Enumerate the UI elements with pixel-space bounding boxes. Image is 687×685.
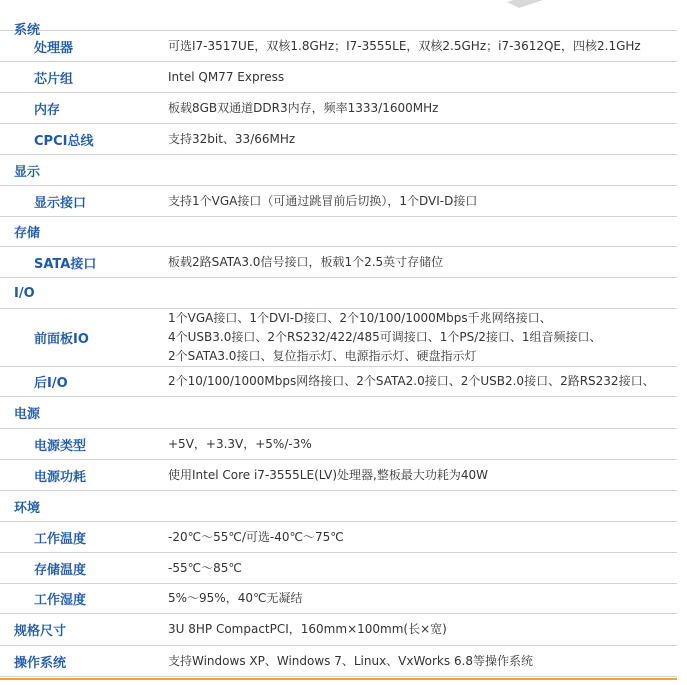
spec-value-line: 可选I7-3517UE，双核1.8GHz；I7-3555LE，双核2.5GHz；i7-3612QE，四核2.1GHz (168, 38, 641, 53)
spec-value-line: +5V，+3.3V，+5%/-3% (168, 436, 312, 451)
spec-value (168, 62, 677, 92)
spec-value-line: 3U 8HP CompactPCI，160mm×100mm(长×宽) (168, 622, 447, 636)
spec-value (168, 553, 677, 583)
spec-value (168, 309, 677, 366)
spec-label: 显示接口 (34, 195, 87, 211)
spec-value-line: 2个10/100/1000Mbps网络接口、2个SATA2.0接口、2个USB2.0接口、2路RS232接口、 (168, 374, 655, 388)
section-label: 存储 (14, 226, 41, 241)
spec-value (168, 614, 677, 645)
spec-label: 内存 (34, 102, 61, 118)
spec-row (0, 186, 677, 217)
section-row (0, 491, 677, 522)
spec-value-line: 2个SATA3.0接口、复位指示灯、电源指示灯、硬盘指示灯 (168, 349, 477, 363)
spec-label: 工作温度 (34, 531, 87, 547)
spec-value-line: 支持32bit、33/66MHz (168, 131, 296, 146)
spec-value-line: 5%～95%，40℃无凝结 (168, 591, 303, 605)
spec-value (168, 93, 677, 123)
spec-row (0, 93, 677, 124)
spec-row (0, 522, 677, 553)
spec-label: 后I/O (34, 376, 68, 391)
section-row (0, 397, 677, 429)
spec-value (168, 429, 677, 459)
spec-row (0, 367, 677, 397)
spec-row (0, 309, 677, 367)
spec-value-line: 4个USB3.0接口、2个RS232/422/485可调接口、1个PS/2接口、1组音频接口、 (168, 330, 602, 344)
spec-value (168, 124, 677, 154)
spec-value (168, 31, 677, 61)
spec-value-line: Intel QM77 Express (168, 69, 285, 84)
spec-value-line: 1个VGA接口、1个DVI-D接口、2个10/100/1000Mbps千兆网络接口、 (168, 311, 552, 325)
section-label: 操作系统 (14, 655, 67, 671)
spec-row (0, 460, 677, 491)
spec-label: 电源类型 (34, 438, 87, 454)
spec-value-line: -20℃～55℃/可选-40℃～75℃ (168, 529, 344, 544)
spec-value-line: 使用Intel Core i7-3555LE(LV)处理器,整板最大功耗为40W (168, 467, 488, 482)
section-label: 环境 (14, 500, 41, 516)
spec-label: 芯片组 (34, 71, 74, 87)
spec-value (168, 522, 677, 552)
bottom-accent-line (0, 678, 677, 680)
spec-row (0, 584, 677, 614)
section-label: 电源 (14, 407, 41, 422)
spec-value-line: 支持1个VGA接口（可通过跳冒前后切换），1个DVI-D接口 (168, 193, 478, 208)
spec-row (0, 247, 677, 278)
spec-value (168, 186, 677, 216)
spec-label: 前面板IO (34, 332, 89, 347)
section-row (0, 217, 677, 247)
section-label: 系统 (14, 23, 41, 38)
spec-value-line: 板载2路SATA3.0信号接口，板载1个2.5英寸存储位 (168, 254, 444, 269)
spec-value (168, 584, 677, 613)
section-label: I/O (14, 285, 35, 301)
spec-value-line: 支持Windows XP、Windows 7、Linux、VxWorks 6.8等操作系统 (168, 653, 534, 668)
spec-row (0, 429, 677, 460)
spec-label: 存储温度 (34, 562, 87, 578)
spec-value (168, 367, 677, 396)
spec-value (168, 460, 677, 490)
section-row (0, 614, 677, 646)
spec-value (168, 247, 677, 277)
spec-row (0, 31, 677, 62)
section-label: 显示 (14, 164, 41, 180)
section-label: 规格尺寸 (14, 624, 67, 639)
decorative-shape (505, 0, 545, 10)
spec-row (0, 553, 677, 584)
spec-row (0, 62, 677, 93)
section-row (0, 646, 677, 677)
spec-row (0, 124, 677, 155)
spec-label: 电源功耗 (34, 469, 87, 485)
spec-label: 工作湿度 (34, 593, 87, 608)
spec-label: 处理器 (34, 40, 74, 56)
section-row (0, 155, 677, 186)
section-row (0, 278, 677, 309)
spec-label: CPCI总线 (34, 133, 94, 149)
spec-value (168, 646, 677, 676)
spec-value-line: -55℃～85℃ (168, 560, 242, 575)
spec-label: SATA接口 (34, 256, 97, 272)
spec-value-line: 板载8GB双通道DDR3内存，频率1333/1600MHz (168, 100, 439, 115)
